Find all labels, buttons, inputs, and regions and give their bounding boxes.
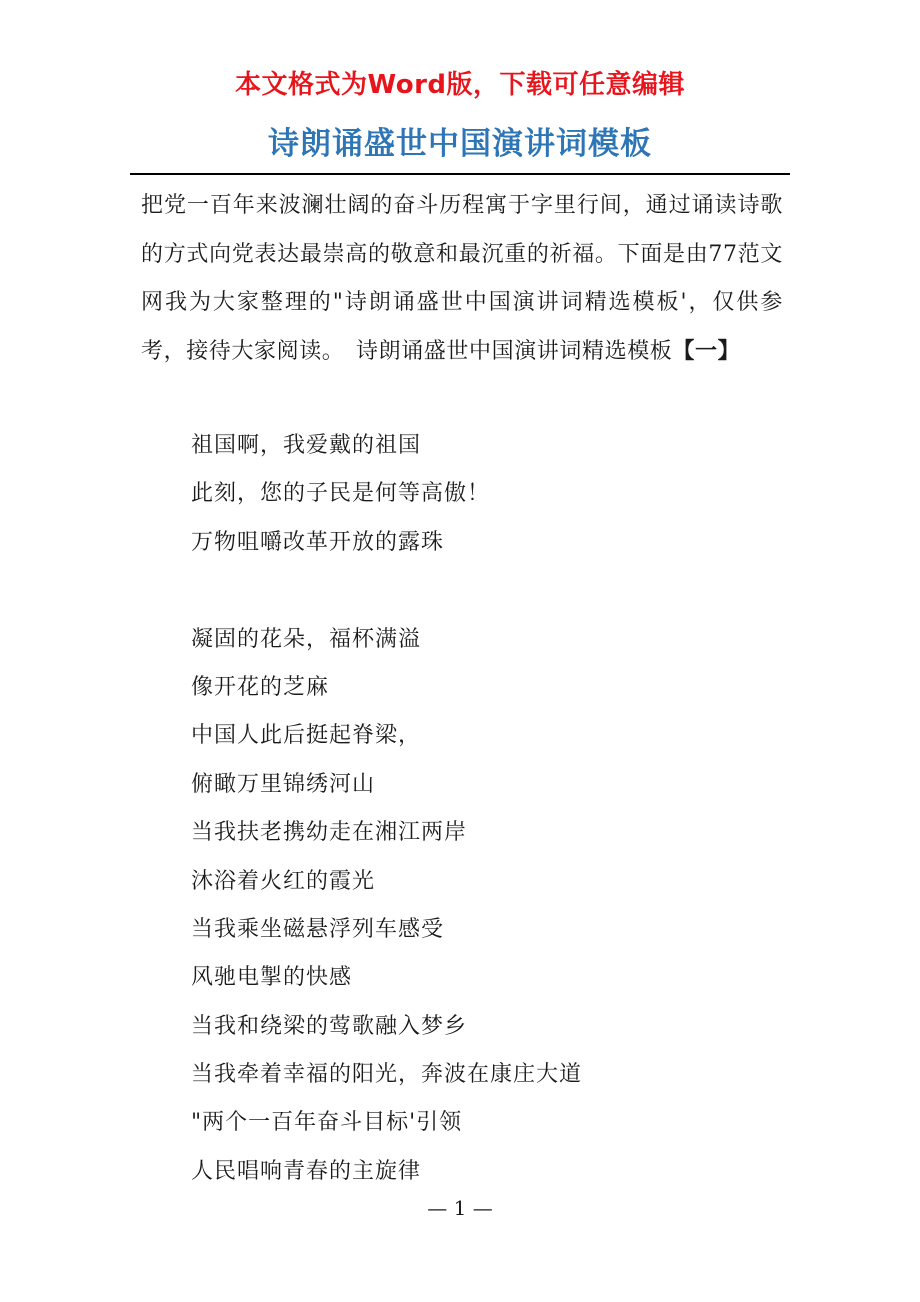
word-format-banner: 本文格式为Word版，下载可任意编辑 xyxy=(234,70,686,100)
poem-body xyxy=(191,422,791,1196)
document-title: 诗朗诵盛世中国演讲词模板 xyxy=(268,126,652,162)
intro-paragraph xyxy=(141,182,783,376)
poem-line: 像开花的芝麻 xyxy=(191,674,330,700)
poem-line: 凝固的花朵，福杯满溢 xyxy=(191,626,422,652)
title-divider xyxy=(130,173,790,175)
poem-line: 当我乘坐磁悬浮列车感受 xyxy=(191,916,445,942)
poem-line: 万物咀嚼改革开放的露珠 xyxy=(191,529,445,555)
intro-text: 把党一百年来波澜壮阔的奋斗历程寓于字里行间，通过诵读诗歌的方式向党表达最崇高的敬意和最沉重的祈福。下面是由77范文网我为大家整理的"诗朗诵盛世中国演讲词精选模板'，仅供参考，接待大家阅读。 诗朗诵盛世中国演讲词精选模板 xyxy=(141,193,783,364)
section-marker: 【一】 xyxy=(672,338,741,364)
poem-line: 当我扶老携幼走在湘江两岸 xyxy=(191,820,468,846)
poem-stanza-break xyxy=(191,567,791,615)
poem-line: 人民唱响青春的主旋律 xyxy=(191,1158,422,1184)
poem-line: 风驰电掣的快感 xyxy=(191,965,353,991)
poem-line: 中国人此后挺起脊梁， xyxy=(191,723,422,749)
poem-line: 沐浴着火红的霞光 xyxy=(191,868,376,894)
poem-line: 当我和绕梁的莺歌融入梦乡 xyxy=(191,1013,468,1039)
poem-line: "两个一百年奋斗目标'引领 xyxy=(191,1110,463,1136)
poem-line: 祖国啊，我爱戴的祖国 xyxy=(191,433,422,458)
page-number: — 1 — xyxy=(427,1196,493,1220)
poem-line: 当我牵着幸福的阳光，奔波在康庄大道 xyxy=(191,1062,583,1088)
poem-line: 俯瞰万里锦绣河山 xyxy=(191,771,376,797)
poem-line: 此刻，您的子民是何等高傲！ xyxy=(191,481,491,507)
